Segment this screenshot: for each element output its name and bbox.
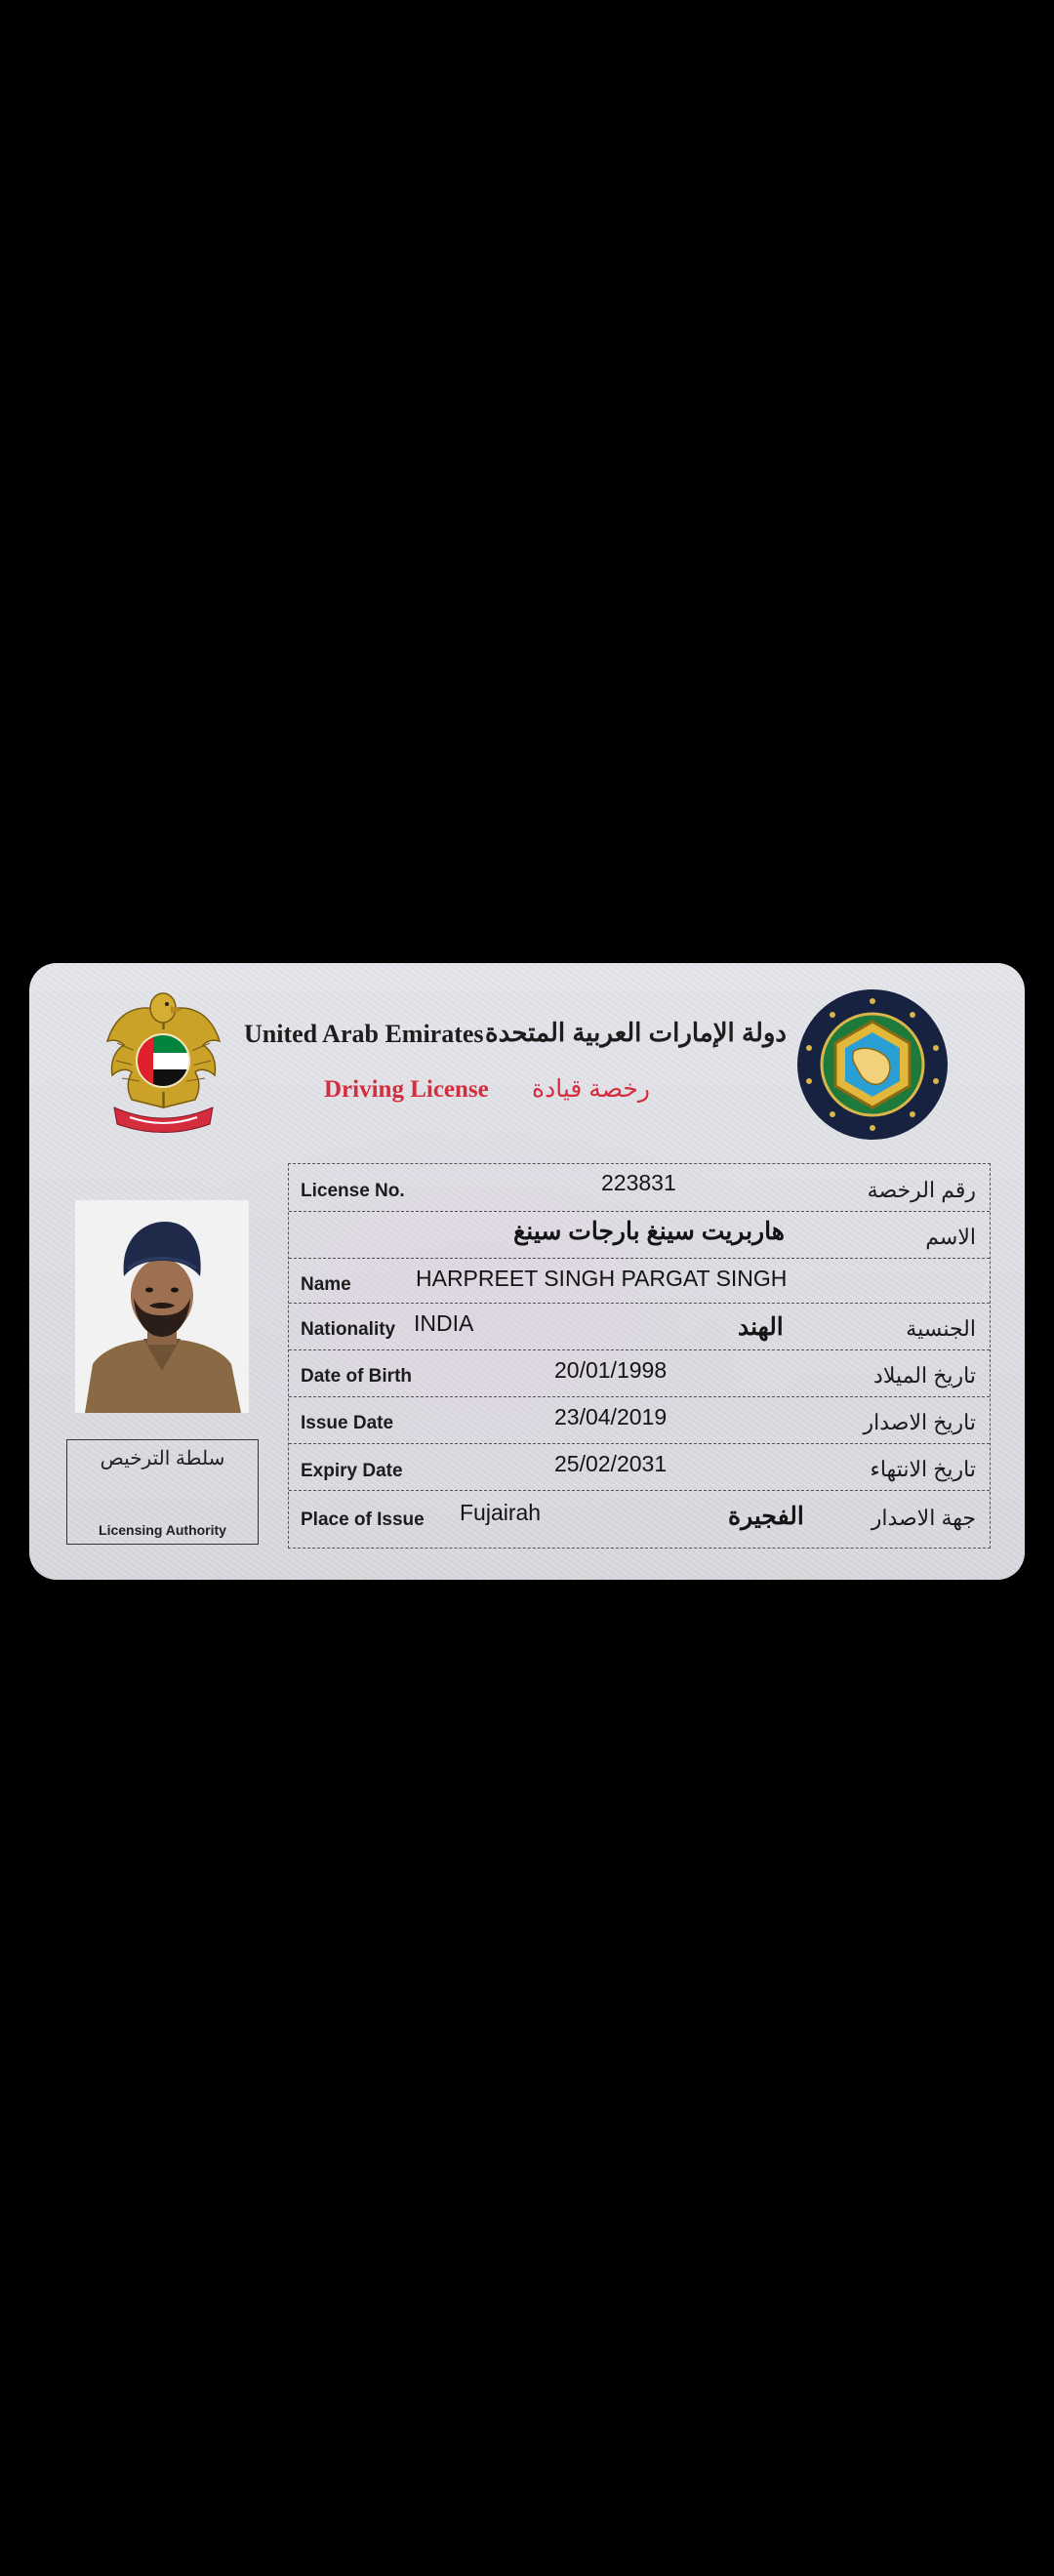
nationality-value: INDIA — [414, 1310, 474, 1336]
row-nationality — [289, 1303, 990, 1350]
row-date-of-birth — [289, 1349, 990, 1397]
dob-label-en: Date of Birth — [301, 1366, 412, 1387]
document-type-ar: رخصة قيادة — [532, 1075, 650, 1103]
name-value: HARPREET SINGH PARGAT SINGH — [416, 1266, 788, 1291]
nationality-label-en: Nationality — [301, 1319, 396, 1340]
uae-eagle-emblem-icon — [102, 983, 224, 1137]
license-no-label-en: License No. — [301, 1181, 405, 1201]
licensing-authority-box — [66, 1439, 259, 1545]
name-label-en: Name — [301, 1274, 351, 1295]
row-issue-date — [289, 1396, 990, 1444]
name-value-ar: هاربريت سينغ بارجات سينغ — [513, 1218, 785, 1245]
row-name — [289, 1258, 990, 1304]
dob-label-ar: تاريخ الميلاد — [873, 1363, 976, 1388]
place-of-issue-label-ar: جهة الاصدار — [871, 1506, 976, 1530]
expiry-date-label-en: Expiry Date — [301, 1461, 403, 1481]
document-type-en: Driving License — [324, 1076, 489, 1103]
row-place-of-issue — [289, 1490, 990, 1546]
license-no-value: 223831 — [601, 1170, 676, 1195]
name-label-ar: الاسم — [925, 1225, 976, 1249]
place-of-issue-value: Fujairah — [460, 1500, 542, 1525]
holder-photo — [75, 1200, 249, 1413]
country-title-en: United Arab Emirates — [244, 1020, 484, 1048]
licensing-authority-label-en: Licensing Authority — [99, 1522, 226, 1538]
person-portrait-icon — [75, 1200, 249, 1413]
licensing-authority-label-ar: سلطة الترخيص — [100, 1448, 225, 1469]
license-details-table — [288, 1163, 991, 1549]
gcc-seal-icon — [795, 987, 950, 1142]
expiry-date-label-ar: تاريخ الانتهاء — [870, 1457, 976, 1481]
nationality-label-ar: الجنسية — [906, 1316, 976, 1341]
place-of-issue-label-en: Place of Issue — [301, 1509, 425, 1530]
row-expiry-date — [289, 1443, 990, 1491]
driving-license-card — [29, 963, 1025, 1580]
nationality-value-ar: الهند — [738, 1313, 784, 1341]
expiry-date-value: 25/02/2031 — [554, 1451, 668, 1476]
row-name-ar — [289, 1211, 990, 1259]
issue-date-label-ar: تاريخ الاصدار — [863, 1410, 976, 1434]
license-no-label-ar: رقم الرخصة — [867, 1178, 976, 1202]
country-title-ar: دولة الإمارات العربية المتحدة — [485, 1018, 787, 1047]
issue-date-label-en: Issue Date — [301, 1413, 394, 1433]
row-license-no — [289, 1164, 990, 1212]
issue-date-value: 23/04/2019 — [554, 1404, 668, 1429]
place-of-issue-value-ar: الفجيرة — [728, 1503, 804, 1530]
dob-value: 20/01/1998 — [554, 1357, 668, 1383]
